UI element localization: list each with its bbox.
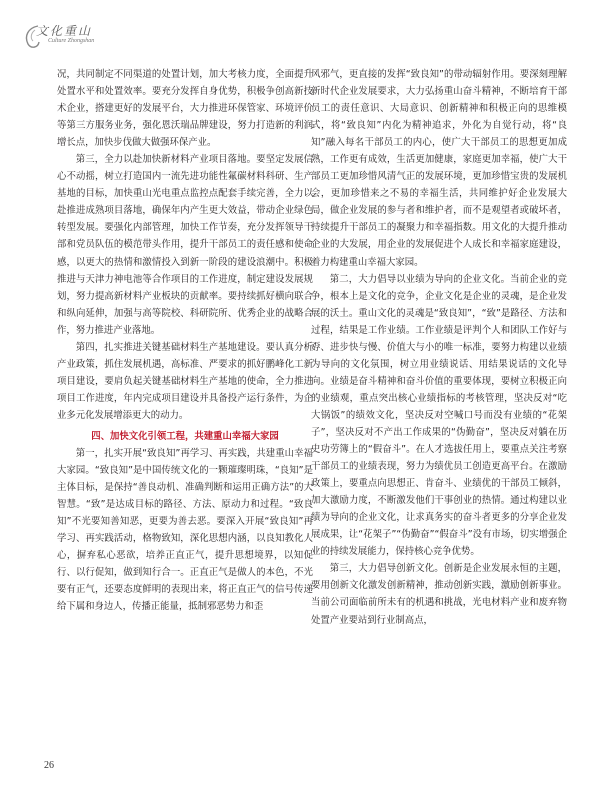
paragraph: 第一，扎实开展“致良知”再学习、再实践，共建重山幸福大家园。“致良知”是中国传统文化的一颗璀璨明珠，“良知”是主体目标，是保持“善良动机、准确判断和运用正确方法”的大智慧。“致”是达成目标的路径、方法、原动力和过程。“致良知”不光要知善知恶，更要为善去恶。要深入开展“致良知”再学习、再实践活动，格物致知，深化思想内涵，以良知教化人心，摒弃私心恶欲，培养正直正气，提升思想境界，以知促行、以行促知，做到知行合一。正直正气是做人的本色，不光要有正气，还要态度鲜明的表现出来，将正直正气的信号传递给下属和身边人，传播正能量，抵制邪恶势力和歪 xyxy=(57,448,313,613)
paragraph: 第三，全力以赴加快新材料产业项目落地。要坚定发展信心不动摇，树立打造国内一流先进功能性氟碳材料科研、生产基地的目标，加快重山光电重点监控点配套手续完善，全力以赴推进成熟项目落地，确保年内产生更大效益，带动企业绿色转型发展。要强化内部管理，加快工作节奏，充分发挥领导干部和党员队伍的模范带头作用，提升干部员工的责任感和使命感，以更大的热情和激情投入到新一阶段的建设浪潮中。积极推进与天津力神电池等合作项目的工作进度，制定建设发展规划，努力提高新材料产业板块的贡献率。要持续抓好横向联合和纵向延伸，加强与高等院校、科研院所、优秀企业的战略合作，努力推进产业落地。 xyxy=(57,154,313,336)
paragraph: 第三，大力倡导创新文化。创新是企业发展永恒的主题，要用创新文化激发创新精神，推动创新实践，激励创新事业。当前公司面临前所未有的机遇和挑战，光电材料产业和废弃物处置产业要站到行业制高点， xyxy=(311,563,567,626)
left-column xyxy=(57,66,313,616)
paragraph: 况，共同制定不同渠道的处置计划，加大考核力度，全面提升处置水平和处置效率。要充分发挥自身优势，积极争创高新技术企业，搭建更好的发展平台，大力推进环保管家、环境评价等第三方服务业务，强化恩沃瑞品牌建设，努力打造新的利润增长点，加快步伐做大做强环保产业。 xyxy=(57,69,313,149)
section-heading: 四、加快文化引领工程，共建重山幸福大家园 xyxy=(91,430,279,442)
logo-title-cn: 文化重山 xyxy=(36,24,93,38)
page-number: 26 xyxy=(44,760,54,771)
paragraph: 第四，扎实推进关键基础材料生产基地建设。要认真分析产业政策，抓住发展机遇，高标准、严要求的抓好鹏峰化工新项目建设，要肩负起关键基础材料生产基地的使命，全力推进项目工作进度，年内完成项目建设并具备投产运行条件，为企业多元化发展增添更大的动力。 xyxy=(57,341,313,421)
paragraph: 风邪气，更直接的发挥“致良知”的带动辐射作用。要深刻理解新时代企业发展要求，大力弘扬重山奋斗精神，不断培育干部员工的责任意识、大局意识、创新精神和积极正向的思维模式，将“致良知”内化为精神追求，外化为自觉行动，将“良知”融入每名干部员工的内心，使广大干部员工的思想更加成熟，工作更有成效，生活更加健康，家庭更加幸福，使广大干部员工更加珍惜风清气正的发展环境，更加珍惜宝贵的发展机会，更加珍惜来之不易的幸福生活，共同维护好企业发展大局，做企业发展的参与者和维护者，而不是观望者或破坏者，持续提升干部员工的凝聚力和幸福指数。用文化的大提升推动企业的大发展，用企业的发展促进个人成长和幸福家庭建设，着力构建重山幸福大家园。 xyxy=(311,69,567,268)
paragraph: 第二，大力倡导以业绩为导向的企业文化。当前企业的竞争，根本上是文化的竞争，企业文化是企业的灵魂，是企业发展的沃土。重山文化的灵魂是“致良知”，“致”是路径、方法和过程，结果是工作业绩。工作业绩是评判个人和团队工作好与孬、进步快与慢、价值大与小的唯一标准，要努力构建以业绩为导向的文化氛围，树立用业绩说话、用结果说话的文化导向。业绩是奋斗精神和奋斗价值的重要体现，要树立积极正向的业绩观，重点突出核心业绩指标的考核管理，坚决反对“吃大锅饭”的绩效文化，坚决反对空喊口号而没有业绩的“花架子”，坚决反对不产出工作成果的“伪勤奋”，坚决反对躺在历史功劳簿上的“假奋斗”。在人才选拔任用上，要重点关注考察干部员工的业绩表现，努力为绩优员工创造更高平台。在激励政策上，要重点向思想正、肯奋斗、业绩优的干部员工倾斜，加大激励力度，不断激发他们干事创业的热情。通过构建以业绩为导向的企业文化，让求真务实的奋斗者更多的分享企业发展成果，让“花架子”“伪勤奋”“假奋斗”没有市场，切实增强企业的持续发展能力，保持核心竞争优势。 xyxy=(311,273,567,558)
right-column xyxy=(311,66,567,629)
logo-title-en: Culture Zhongshan xyxy=(48,38,95,44)
journal-logo xyxy=(22,22,142,52)
